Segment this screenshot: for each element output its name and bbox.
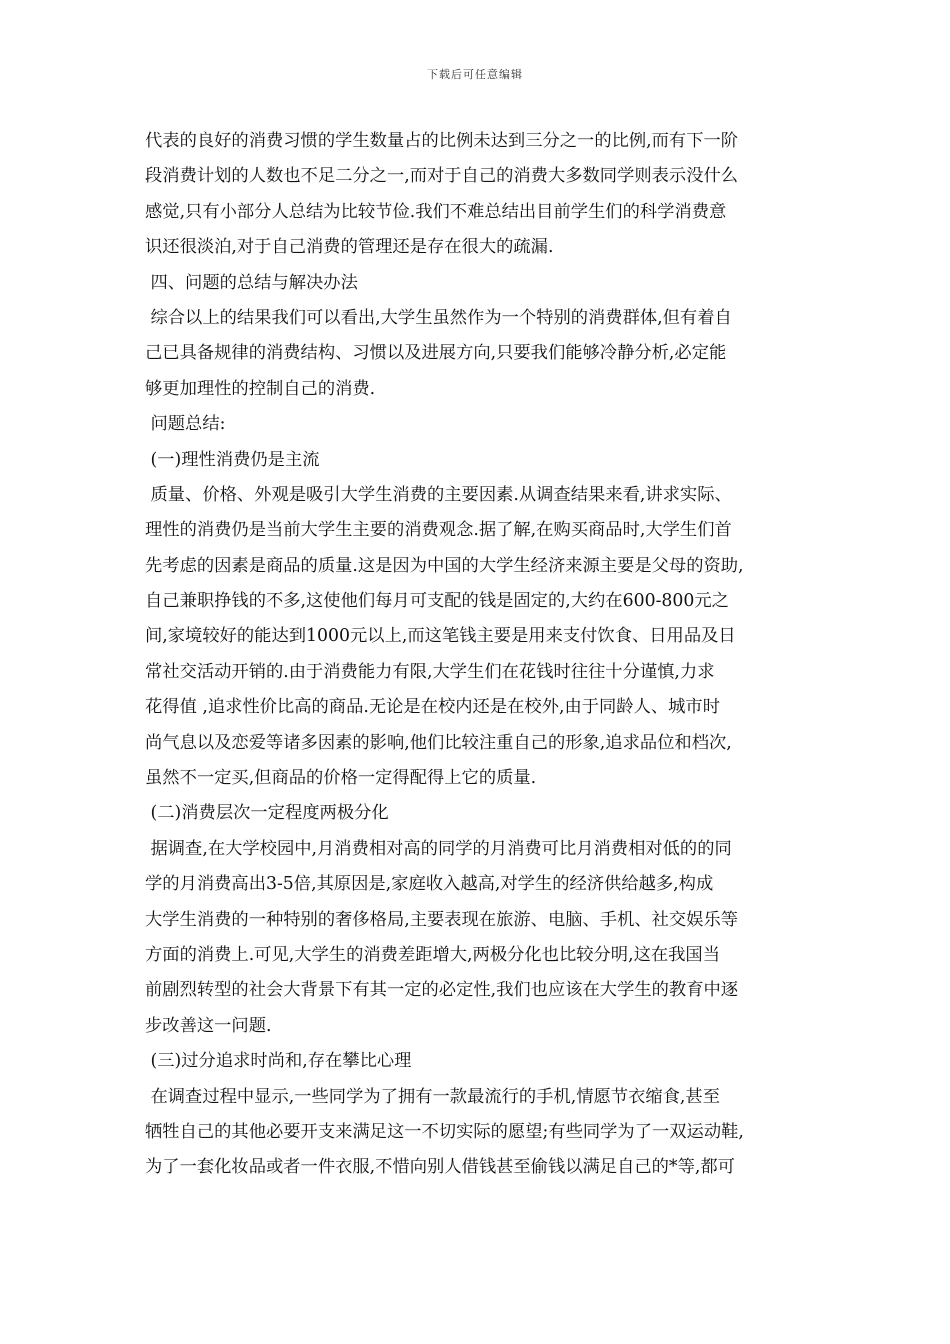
text-line: 尚气息以及恋爱等诸多因素的影响,他们比较注重自己的形象,追求品位和档次, bbox=[145, 732, 732, 753]
text-line: (二)消费层次一定程度两极分化 bbox=[145, 803, 389, 824]
text-line: 据调查,在大学校园中,月消费相对高的同学的月消费可比月消费相对低的的同 bbox=[145, 838, 732, 859]
text-line: 在调查过程中显示,一些同学为了拥有一款最流行的手机,情愿节衣缩食,甚至 bbox=[145, 1086, 720, 1107]
text-line: 先考虑的因素是商品的质量.这是因为中国的大学生经济来源主要是父母的资助, bbox=[145, 555, 744, 576]
document-body bbox=[145, 124, 813, 1186]
text-line: 方面的消费上.可见,大学生的消费差距增大,两极分化也比较分明,这在我国当 bbox=[145, 944, 720, 965]
text-line: 够更加理性的控制自己的消费. bbox=[145, 378, 376, 399]
text-line: 四、问题的总结与解决办法 bbox=[145, 272, 358, 293]
text-line: 前剧烈转型的社会大背景下有其一定的必定性,我们也应该在大学生的教育中逐 bbox=[145, 980, 739, 1001]
text-line: 学的月消费高出3-5倍,其原因是,家庭收入越高,对学生的经济供给越多,构成 bbox=[145, 874, 714, 895]
text-line: 自己兼职挣钱的不多,这使他们每月可支配的钱是固定的,大约在600-800元之 bbox=[145, 591, 729, 612]
text-line: 感觉,只有小部分人总结为比较节俭.我们不难总结出目前学生们的科学消费意 bbox=[145, 201, 727, 222]
text-line: 间,家境较好的能达到1000元以上,而这笔钱主要是用来支付饮食、日用品及日 bbox=[145, 626, 736, 647]
text-line: 识还很淡泊,对于自己消费的管理还是存在很大的疏漏. bbox=[145, 237, 554, 258]
text-line: 己已具备规律的消费结构、习惯以及进展方向,只要我们能够冷静分析,必定能 bbox=[145, 343, 727, 364]
text-line: 代表的良好的消费习惯的学生数量占的比例未达到三分之一的比例,而有下一阶 bbox=[145, 131, 739, 151]
text-line: 理性的消费仍是当前大学生主要的消费观念.据了解,在购买商品时,大学生们首 bbox=[145, 520, 732, 541]
page-header: 下载后可任意编辑 bbox=[427, 68, 523, 81]
text-line: 综合以上的结果我们可以看出,大学生虽然作为一个特别的消费群体,但有着自 bbox=[145, 307, 732, 328]
text-line: (一)理性消费仍是主流 bbox=[145, 449, 320, 470]
text-line: 问题总结: bbox=[145, 414, 226, 435]
text-line: (三)过分追求时尚和,存在攀比心理 bbox=[145, 1051, 412, 1072]
text-line: 常社交活动开销的.由于消费能力有限,大学生们在花钱时往往十分谨慎,力求 bbox=[145, 661, 715, 682]
text-line: 大学生消费的一种特别的奢侈格局,主要表现在旅游、电脑、手机、社交娱乐等 bbox=[145, 909, 739, 930]
text-line: 段消费计划的人数也不足二分之一,而对于自己的消费大多数同学则表示没什么 bbox=[145, 166, 739, 187]
text-line: 步改善这一问题. bbox=[145, 1015, 272, 1036]
text-line: 虽然不一定买,但商品的价格一定得配得上它的质量. bbox=[145, 768, 537, 789]
text-line: 质量、价格、外观是吸引大学生消费的主要因素.从调查结果来看,讲求实际、 bbox=[145, 484, 732, 505]
text-line: 牺牲自己的其他必要开支来满足这一不切实际的愿望;有些同学为了一双运动鞋, bbox=[145, 1121, 744, 1142]
text-line: 花得值 ,追求性价比高的商品.无论是在校内还是在校外,由于同龄人、城市时 bbox=[145, 697, 720, 718]
text-line: 为了一套化妆品或者一件衣服,不惜向别人借钱甚至偷钱以满足自己的*等,都可 bbox=[145, 1157, 735, 1178]
